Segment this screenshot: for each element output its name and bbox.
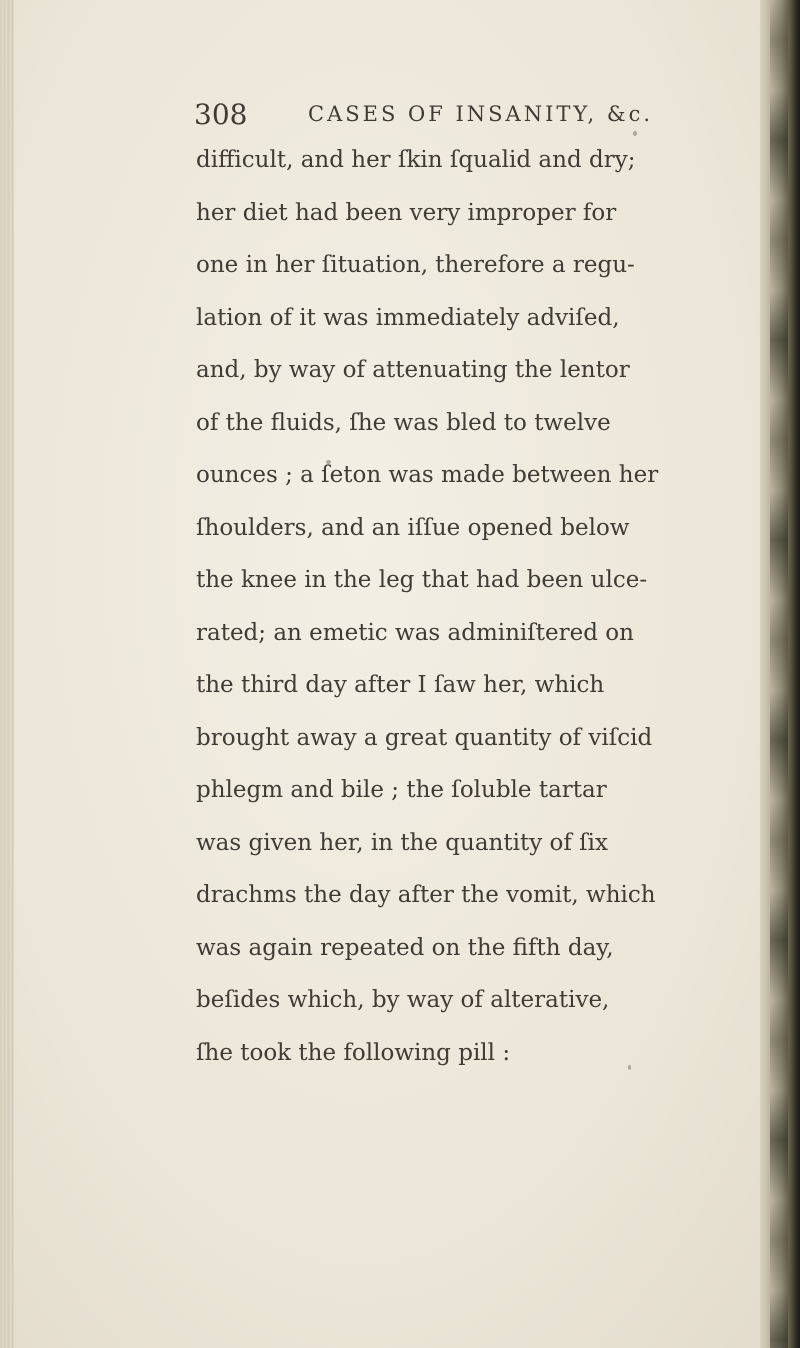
text-line: was given her, in the quantity of ſix <box>196 829 609 856</box>
text-line: beſides which, by way of alterative, <box>196 987 610 1013</box>
text-line: and, by way of attenuating the lentor <box>196 357 630 383</box>
text-line: was again repeated on the fifth day, <box>196 934 614 961</box>
text-line: rated; an emetic was adminiſtered on <box>196 619 634 646</box>
body-text <box>196 134 756 1079</box>
running-head: CASES OF INSANITY, &c. <box>308 102 654 126</box>
text-line: lation of it was immediately adviſed, <box>196 304 620 331</box>
page-number: 308 <box>194 98 248 131</box>
text-line: ſhe took the following pill : <box>196 1039 511 1066</box>
text-line: phlegm and bile ; the ſoluble tartar <box>196 777 607 803</box>
text-line: of the fluids, ſhe was bled to twelve <box>196 409 611 436</box>
text-line: her diet had been very improper for <box>196 199 617 226</box>
text-line: the knee in the leg that had been ulce- <box>196 567 648 593</box>
text-line: difficult, and her ſkin ſqualid and dry; <box>196 147 636 173</box>
text-line: brought away a great quantity of viſcid <box>196 724 653 751</box>
text-line: one in her ſituation, therefore a regu- <box>196 252 635 278</box>
text-line: ſhoulders, and an iſſue opened below <box>196 514 630 541</box>
book-spine-texture <box>770 0 788 1348</box>
text-line: the third day after I ſaw her, which <box>196 672 605 698</box>
text-line: ounces ; a ſeton was made between her <box>196 462 659 488</box>
page-left-edge <box>0 0 14 1348</box>
text-line: drachms the day after the vomit, which <box>196 882 656 908</box>
